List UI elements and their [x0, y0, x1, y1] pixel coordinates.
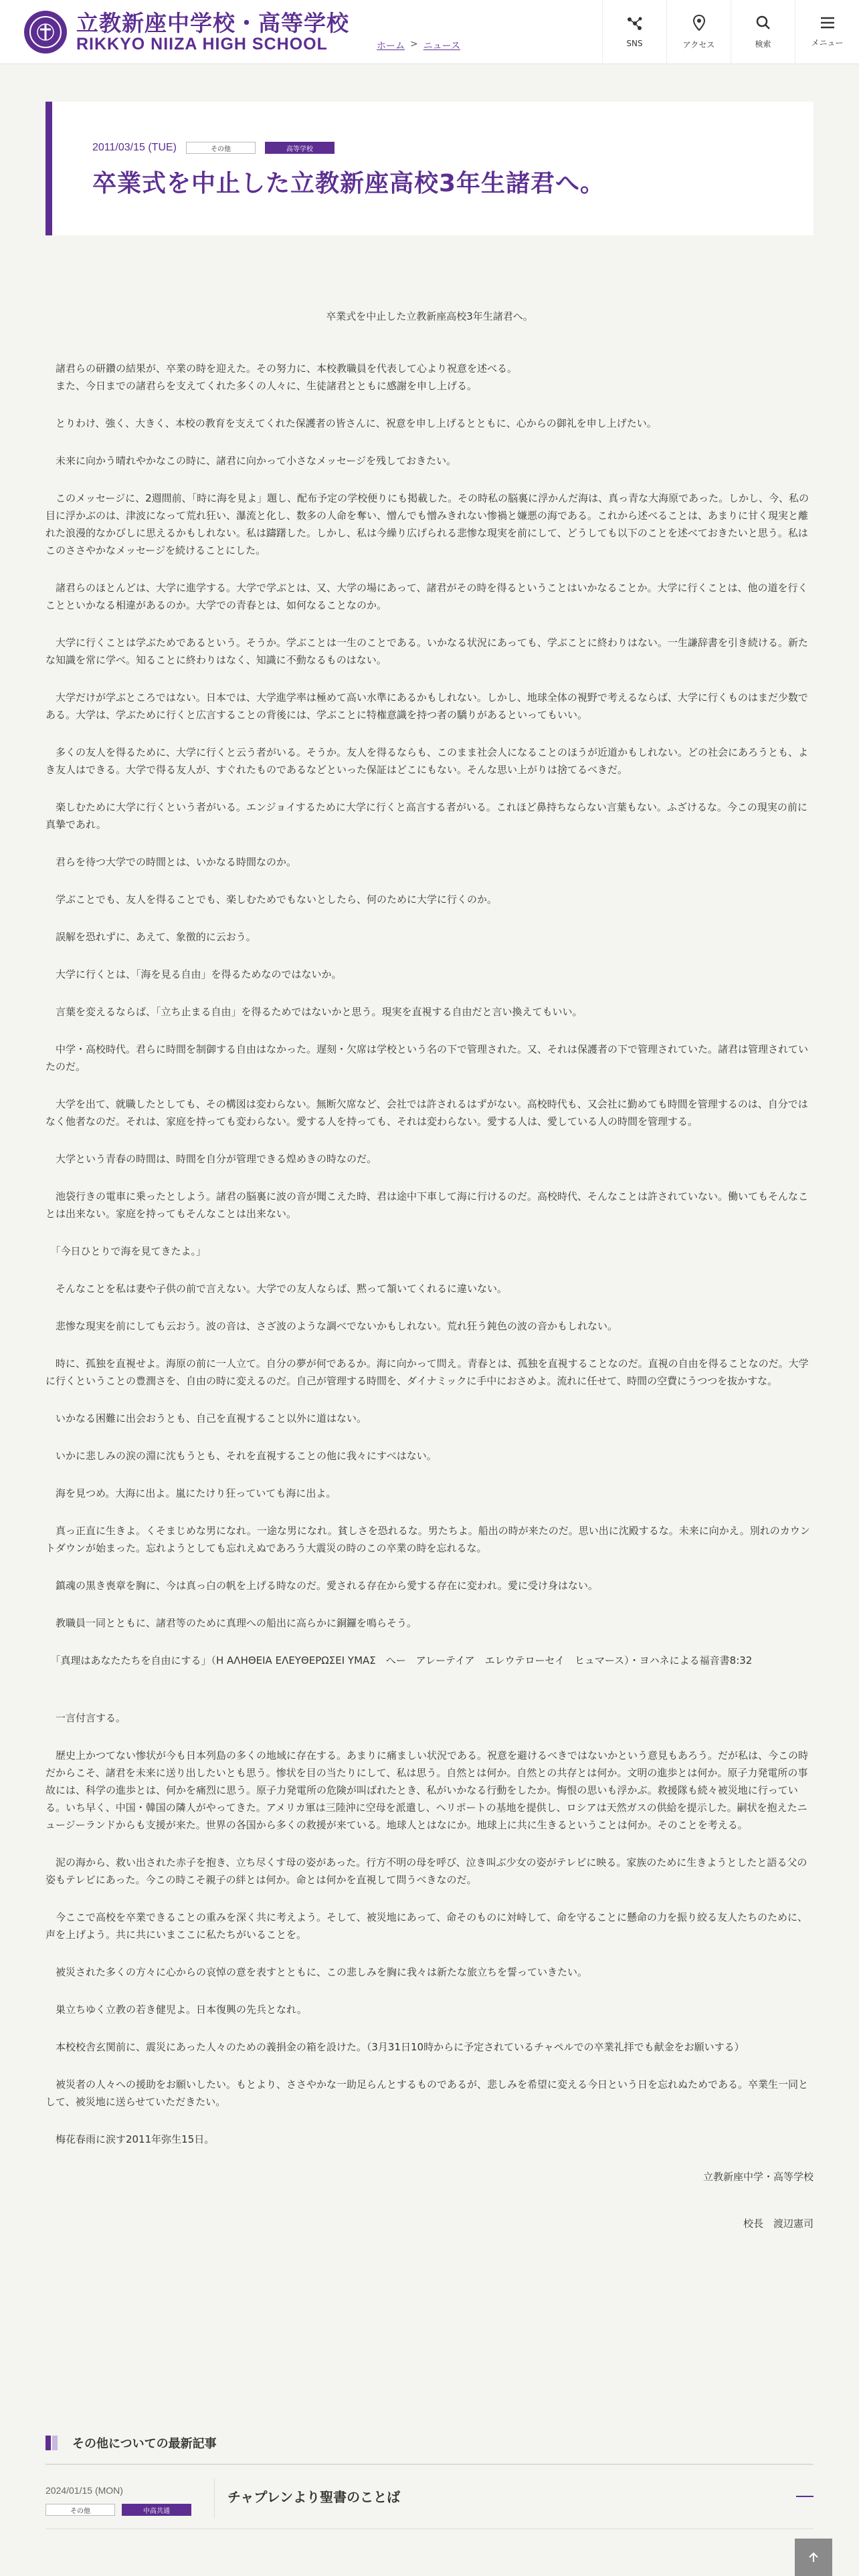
- paragraph: 「今日ひとりで海を見てきたよ。」: [45, 1245, 207, 1257]
- paragraph: 悲惨な現実を前にしても云おう。波の音は、さざ波のような調べでないかもしれない。荒れ狂う鈍色の波の音かもしれない。: [45, 1320, 618, 1332]
- nav-access[interactable]: [666, 0, 731, 64]
- article-lead-title: 卒業式を中止した立教新座高校3年生諸君へ。: [326, 310, 533, 322]
- signature-school: 立教新座中学・高等学校: [702, 2171, 814, 2183]
- paragraph: いかなる困難に出会おうとも、自己を直視すること以外に道はない。: [45, 1412, 367, 1424]
- nav-menu-label: メニュー: [811, 37, 844, 47]
- logo-english: RIKKYO NIIZA HIGH SCHOOL: [76, 34, 328, 53]
- paragraph: 「真理はあなたたちを自由にする」（Η ΑΛΗΘΕΙΑ ΕΛΕΥΘΕΡΩΣΕΙ ΥΜΑΣ へー アレーテイア エレウテローセイ ヒュマース）・ヨハネによる福音書8:32: [45, 1654, 753, 1667]
- paragraph: 被災された多くの方々に心からの哀悼の意を表すとともに、この悲しみを胸に我々は新たな旅立ちを誓っていきたい。: [45, 1966, 588, 1978]
- paragraph: 諸君らのほとんどは、大学に進学する。大学で学ぶとは、又、大学の場にあって、諸君がその時を得るということはいかなることか。大学に行くことは、他の道を行くことといかなる相違があるのか。大学での青春とは、如何なることなのか。: [45, 582, 808, 611]
- paragraph: 梅花春雨に涙す2011年弥生15日。: [45, 2133, 215, 2145]
- breadcrumb-home[interactable]: ホーム: [377, 41, 405, 51]
- logo-japanese: 立教新座中学校・高等学校: [76, 9, 349, 36]
- paragraph: 楽しむために大学に行くという者がいる。エンジョイするために大学に行くと高言する者がいる。これほど鼻持ちならない言葉もない。ふざけるな。今この現実の前に真摯であれ。: [45, 801, 807, 831]
- nav-search[interactable]: [731, 0, 795, 64]
- site-header: [0, 0, 859, 64]
- paragraph: 君らを待つ大学での時間とは、いかなる時間なのか。: [45, 856, 297, 868]
- nav-sns-label: SNS: [626, 39, 643, 48]
- breadcrumb-separator: >: [410, 39, 418, 49]
- list-item[interactable]: [45, 2465, 814, 2529]
- category-tag: その他: [45, 2504, 115, 2516]
- paragraph: 真っ正直に生きよ。くそまじめな男になれ。一途な男になれ。貧しさを恐れるな。男たちよ。船出の時が来たのだ。思い出に沈殿するな。未来に向かえ。別れのカウントダウンが始まった。忘れようとしても忘れえぬであろう大震災の時のこの卒業の時を忘れるな。: [45, 1525, 810, 1554]
- paragraph: いかに悲しみの涙の淵に沈もうとも、それを直視することの他に我々にすべはない。: [45, 1450, 437, 1462]
- breadcrumb: [377, 39, 460, 52]
- page-title: 卒業式を中止した立教新座高校3年生諸君へ。: [92, 170, 605, 197]
- heading-marker-icon: [45, 2436, 51, 2450]
- signature: [45, 2168, 814, 2232]
- arrow-up-icon: [807, 2551, 820, 2563]
- breadcrumb-news[interactable]: ニュース: [423, 41, 461, 51]
- paragraph: 今ここで高校を卒業できることの重みを深く共に考えよう。そして、被災地にあって、命そのものに対峙して、命を守ることに懸命の力を振り絞る友人たちのために、声を上げよう。共に共にいまここに私たちがいることを。: [45, 1911, 807, 1941]
- paragraph: また、今日までの諸君らを支えてくれた多くの人々に、生徒諸君とともに感謝を申し上げる。: [45, 380, 478, 392]
- paragraph: そんなことを私は妻や子供の前で言えない。大学での友人ならば、黙って頷いてくれるに違いない。: [45, 1283, 508, 1295]
- article-body: [45, 308, 814, 2232]
- nav-search-label: 検索: [755, 39, 771, 49]
- paragraph: 多くの友人を得るために、大学に行くと云う者がいる。そうか。友人を得るならも、このまま社会人になることのほうが近道かもしれない。どの社会にあろうとも、よき友人はできる。大学で得る友人が、すぐれたものであるなどといった保証はどこにもない。そんな思い上がりは捨てるべきだ。: [45, 746, 809, 776]
- paragraph: 大学に行くとは、「海を見る自由」を得るためなのではないか。: [45, 968, 342, 980]
- paragraph: 学ぶことでも、友人を得ることでも、楽しむためでもないとしたら、何のために大学に行くのか。: [45, 893, 498, 905]
- paragraph: とりわけ、強く、大きく、本校の教育を支えてくれた保護者の皆さんに、祝意を申し上げるとともに、心からの御礼を申し上げたい。: [45, 417, 657, 429]
- paragraph: 鎮魂の黒き喪章を胸に、今は真っ白の帆を上げる時なのだ。愛される存在から愛する存在に変われ。愛に受け身はない。: [45, 1580, 598, 1592]
- signature-name: 校長 渡辺憲司: [743, 2218, 814, 2230]
- paragraph: 歴史上かつてない惨状が今も日本列島の多くの地域に存在する。あまりに痛ましい状況である。祝意を避けるべきではないかという意見もあろう。だが私は、今この時だからこそ、諸君を未来に送り出したいとも思う。惨状を目の当たりにして、私は思う。自然とは何か。自然との共存とは何か。文明の進歩とは何か。原子力発電所の事故には、科学の進歩とは、何かを痛烈に思う。原子力発電所の危険が叫ばれたとき、私がいかなる行動をしたか。悔恨の思いも浮かぶ。救援隊も続々被災地に行っている。いち早く、中国・韓国の隣人がやってきた。アメリカ軍は三陸沖に空母を派遣し、ヘリポートの基地を提供し、ロシアは天然ガスの供給を提示した。嗣状を抱えたニュージーランドからも支援が来た。世界の各国から多くの救援が来ている。地球人とはなにか。地球上に共に生きるということは何か。そのことを考える。: [45, 1749, 809, 1831]
- article-date: 2011/03/15 (TUE): [92, 142, 177, 153]
- map-pin-icon: [692, 15, 706, 31]
- category-tag: その他: [186, 142, 256, 154]
- paragraph: 池袋行きの電車に乗ったとしよう。諸君の脳裏に波の音が聞こえた時、君は途中下車して海に行けるのだ。高校時代、そんなことは許されていない。働いてもそんなことは出来ない。家庭を持ってもそんなことは出来ない。: [45, 1190, 809, 1220]
- paragraph: 言葉を変えるならば、「立ち止まる自由」を得るためではないかと思う。現実を直視する自由だと言い換えてもいい。: [45, 1006, 583, 1018]
- latest-item-title[interactable]: チャプレンより聖書のことば: [227, 2489, 401, 2505]
- paragraph: 大学に行くことは学ぶためであるという。そうか。学ぶことは一生のことである。いかなる状況にあっても、学ぶことに終わりはない。一生謙辞書を引き続ける。新たな知識を常に学べ。知ることに終わりはなく、知識に不動なるものはない。: [45, 637, 808, 666]
- paragraph: 時に、孤独を直視せよ。海原の前に一人立て。自分の夢が何であるか。海に向かって問え。青春とは、孤独を直視することなのだ。直視の自由を得ることなのだ。大学に行くということの豊潤さを、自由の時に変えるのだ。自己が管理する時間を、ダイナミックに手中におさめよ。流れに任せて、時間の空費にうつつを抜かすな。: [45, 1358, 809, 1387]
- school-emblem-icon: [24, 11, 67, 53]
- paragraph: 諸君らの研鑽の結果が、卒業の時を迎えた。その努力に、本校教職員を代表して心より祝意を述べる。: [45, 362, 518, 374]
- sns-icon: [626, 16, 644, 31]
- search-icon: [756, 15, 771, 30]
- paragraph: 本校校舎玄関前に、震災にあった人々のための義捐金の箱を設けた。（3月31日10時からに予定されているチャペルでの卒業礼拝でも献金をお願いする）: [45, 2041, 745, 2053]
- nav-access-label: アクセス: [682, 39, 715, 49]
- school-tag: 中高共通: [122, 2504, 191, 2516]
- paragraph: 海を見つめ。大海に出よ。嵐にたけり狂っていても海に出よ。: [45, 1487, 337, 1499]
- latest-item-tags: [45, 2504, 191, 2516]
- paragraph: 一言付言する。: [45, 1712, 126, 1724]
- back-to-top-button[interactable]: [795, 2539, 832, 2576]
- paragraph: 巣立ちゆく立教の若き健児よ。日本復興の先兵となれ。: [45, 2004, 307, 2016]
- nav-menu[interactable]: [795, 0, 859, 64]
- article-meta: [92, 142, 335, 154]
- paragraph: 中学・高校時代。君らに時間を制御する自由はなかった。遅刻・欠席は学校という名の下で管理された。又、それは保護者の下で管理されていた。諸君は管理されていたのだ。: [45, 1043, 809, 1073]
- paragraph: 被災者の人々への援助をお願いしたい。もとより、ささやかな一助足らんとするものであるが、悲しみを希望に変える今日という日を忘れぬためである。卒業生一同として、被災地に送らせていただきたい。: [45, 2078, 809, 2108]
- global-nav: [602, 0, 859, 64]
- paragraph: 未来に向かう晴れやかなこの時に、諸君に向かって小さなメッセージを残しておきたい。: [45, 455, 457, 467]
- latest-heading-text: その他についての最新記事: [72, 2437, 217, 2451]
- latest-item-date: 2024/01/15 (MON): [45, 2485, 123, 2496]
- site-logo[interactable]: [24, 11, 359, 53]
- paragraph: 大学を出て、就職したとしても、その構図は変わらない。無断欠席など、会社では許されるはずがない。高校時代も、又会社に勤めても時間を管理するのは、自分ではなく他者なのだ。それは、家庭を持っても変わらない。愛する人を持っても、それは変わらない。愛する人は、愛している人の時間を管理する。: [45, 1098, 808, 1128]
- article-header-card: [45, 102, 814, 235]
- school-tag: 高等学校: [265, 142, 335, 154]
- latest-heading: [45, 2434, 814, 2452]
- paragraph: 教職員一同とともに、諸君等のために真理への船出に高らかに銅鑼を鳴らそう。: [45, 1617, 417, 1629]
- paragraph: 大学という青春の時間は、時間を自分が管理できる煌めきの時なのだ。: [45, 1153, 377, 1165]
- collapse-icon[interactable]: [796, 2496, 814, 2497]
- paragraph: 誤解を恐れずに、あえて、象徴的に云おう。: [45, 931, 256, 943]
- paragraph: 大学だけが学ぶところではない。日本では、大学進学率は極めて高い水準にあるかもしれない。しかし、地球全体の視野で考えるならば、大学に行くものはまだ少数である。大学は、学ぶために行くと広言することの背後には、学ぶことに特権意識を持つ者の驕りがあるといってもいい。: [45, 691, 808, 721]
- paragraph: このメッセージに、2週間前、「時に海を見よ」題し、配布予定の学校便りにも掲載した。その時私の脳裏に浮かんだ海は、真っ青な大海原であった。しかし、今、私の目に浮かぶのは、津波になって荒れ狂い、瀑流と化し、数多の人命を奪い、憎んでも憎みきれない惨禍と嫌悪の海である。これから述べることは、あまりに甘く現実と離れた浪漫的なかびしに思えるかもしれない。私は躊躇した。しかし、私は今繰り広げられる悲惨な現実を前にして、どうしても以下のことを述べておきたいと思う。私はこのささやかなメッセージを続けることにした。: [45, 492, 809, 556]
- paragraph: 泥の海から、救い出された赤子を抱き、立ち尽くす母の姿があった。行方不明の母を呼び、泣き叫ぶ少女の姿がテレビに映る。家族のために生きようとしたと語る父の姿もテレビにあった。今この時こそ親子の絆とは何か。命とは何かを直視して問うべきなのだ。: [45, 1856, 807, 1886]
- latest-articles: [45, 2434, 814, 2529]
- nav-sns[interactable]: [602, 0, 666, 64]
- menu-icon: [820, 17, 835, 29]
